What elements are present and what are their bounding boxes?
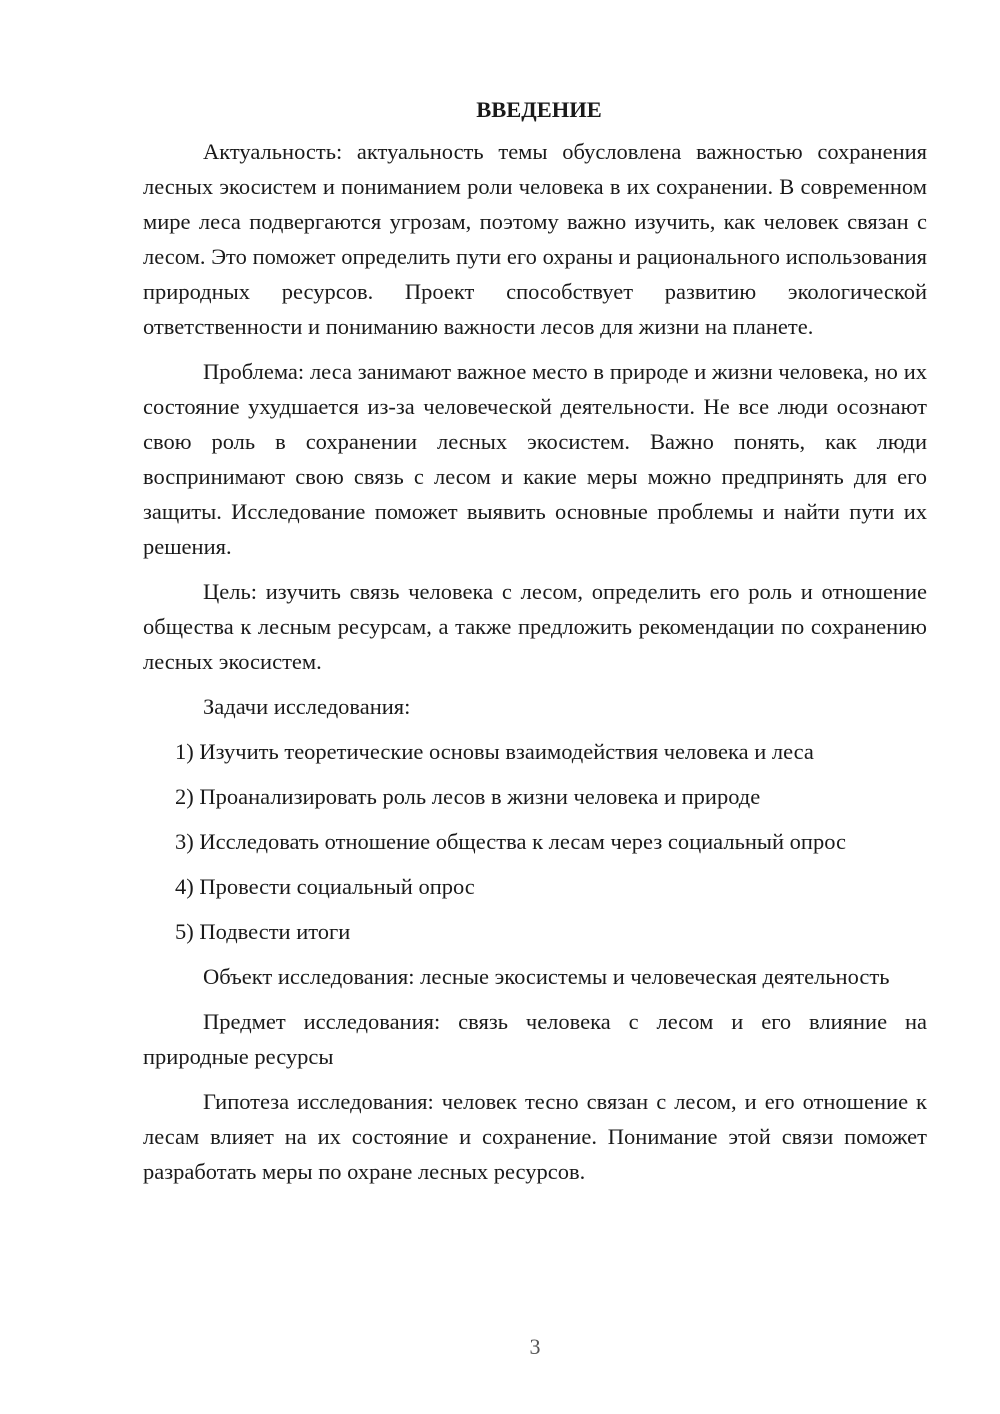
list-item: 5) Подвести итоги <box>175 919 351 944</box>
section-title-text: ВВЕДЕНИЕ <box>476 97 602 122</box>
paragraph-hypothesis: Гипотеза исследования: человек тесно связан с лесом, и его отношение к лесам влияет на их состояние и сохранение. Понимание этой связи поможет разработать меры по охране лесных ресурсов. <box>143 1089 927 1184</box>
paragraph-problem: Проблема: леса занимают важное место в природе и жизни человека, но их состояние ухудшается из-за человеческой деятельности. Не все люди осознают свою роль в сохранении лесных экосистем. Важно понять, как люди воспринимают свою связь с лесом и какие меры можно предпринять для его защиты. Исследование поможет выявить основные проблемы и найти пути их решения. <box>143 359 927 559</box>
tasks-list <box>143 734 927 949</box>
page-number: 3 <box>529 1334 541 1359</box>
document-page <box>143 92 927 1199</box>
section-title <box>143 92 927 127</box>
list-item: 2) Проанализировать роль лесов в жизни человека и природе <box>175 784 761 809</box>
tasks-heading: Задачи исследования: <box>203 694 411 719</box>
list-item: 1) Изучить теоретические основы взаимодействия человека и леса <box>175 739 814 764</box>
list-item: 3) Исследовать отношение общества к лесам через социальный опрос <box>175 829 846 854</box>
paragraph-subject: Предмет исследования: связь человека с лесом и его влияние на природные ресурсы <box>143 1009 927 1069</box>
paragraph-goal: Цель: изучить связь человека с лесом, определить его роль и отношение общества к лесным ресурсам, а также предложить рекомендации по сохранению лесных экосистем. <box>143 579 927 674</box>
list-item: 4) Провести социальный опрос <box>175 874 475 899</box>
paragraph-object: Объект исследования: лесные экосистемы и человеческая деятельность <box>203 964 890 989</box>
paragraph-relevance: Актуальность: актуальность темы обусловлена важностью сохранения лесных экосистем и пониманием роли человека в их сохранении. В современном мире леса подвергаются угрозам, поэтому важно изучить, как человек связан с лесом. Это поможет определить пути его охраны и рационального использования природных ресурсов. Проект способствует развитию экологической ответственности и пониманию важности лесов для жизни на планете. <box>143 139 927 339</box>
